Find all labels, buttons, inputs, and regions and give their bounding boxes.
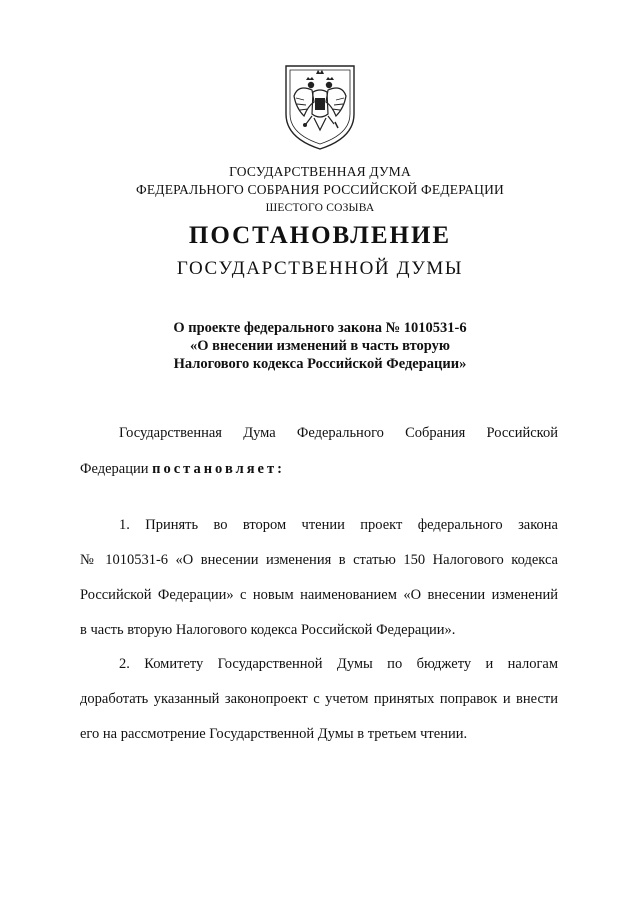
- item1-line-2: № 1010531-6 «О внесении изменения в статью 150 Налогового кодекса: [80, 552, 558, 568]
- item1-line-4: в часть вторую Налогового кодекса Российской Федерации».: [80, 622, 456, 638]
- document-title: ПОСТАНОВЛЕНИЕ: [188, 222, 452, 249]
- item1-line-3: Российской Федерации» с новым наименованием «О внесении изменений: [80, 587, 558, 603]
- preamble-line-1: Государственная Дума Федерального Собрания Российской: [119, 425, 558, 441]
- preamble-text: Федерации: [80, 461, 153, 477]
- preamble-line-2: [80, 461, 285, 478]
- header-line-3: ШЕСТОГО СОЗЫВА: [265, 202, 375, 214]
- item2-line-2: доработать указанный законопроект с учетом принятых поправок и внести: [80, 691, 558, 707]
- item2-line-3: его на рассмотрение Государственной Думы в третьем чтении.: [80, 726, 468, 742]
- item2-line-1: 2. Комитету Государственной Думы по бюджету и налогам: [119, 656, 558, 672]
- document-subtitle: ГОСУДАРСТВЕННОЙ ДУМЫ: [176, 258, 464, 279]
- subject-line-2: «О внесении изменений в часть вторую: [189, 338, 451, 354]
- resolves-word: постановляет:: [152, 461, 285, 477]
- subject-line-1: О проекте федерального закона № 1010531-6: [173, 320, 467, 336]
- coat-of-arms-emblem-icon: [282, 62, 358, 152]
- subject-line-3: Налогового кодекса Российской Федерации»: [173, 356, 467, 372]
- header-line-2: ФЕДЕРАЛЬНОГО СОБРАНИЯ РОССИЙСКОЙ ФЕДЕРАЦИИ: [136, 182, 504, 197]
- item1-line-1: 1. Принять во втором чтении проект федерального закона: [119, 517, 558, 533]
- header-line-1: ГОСУДАРСТВЕННАЯ ДУМА: [229, 164, 411, 179]
